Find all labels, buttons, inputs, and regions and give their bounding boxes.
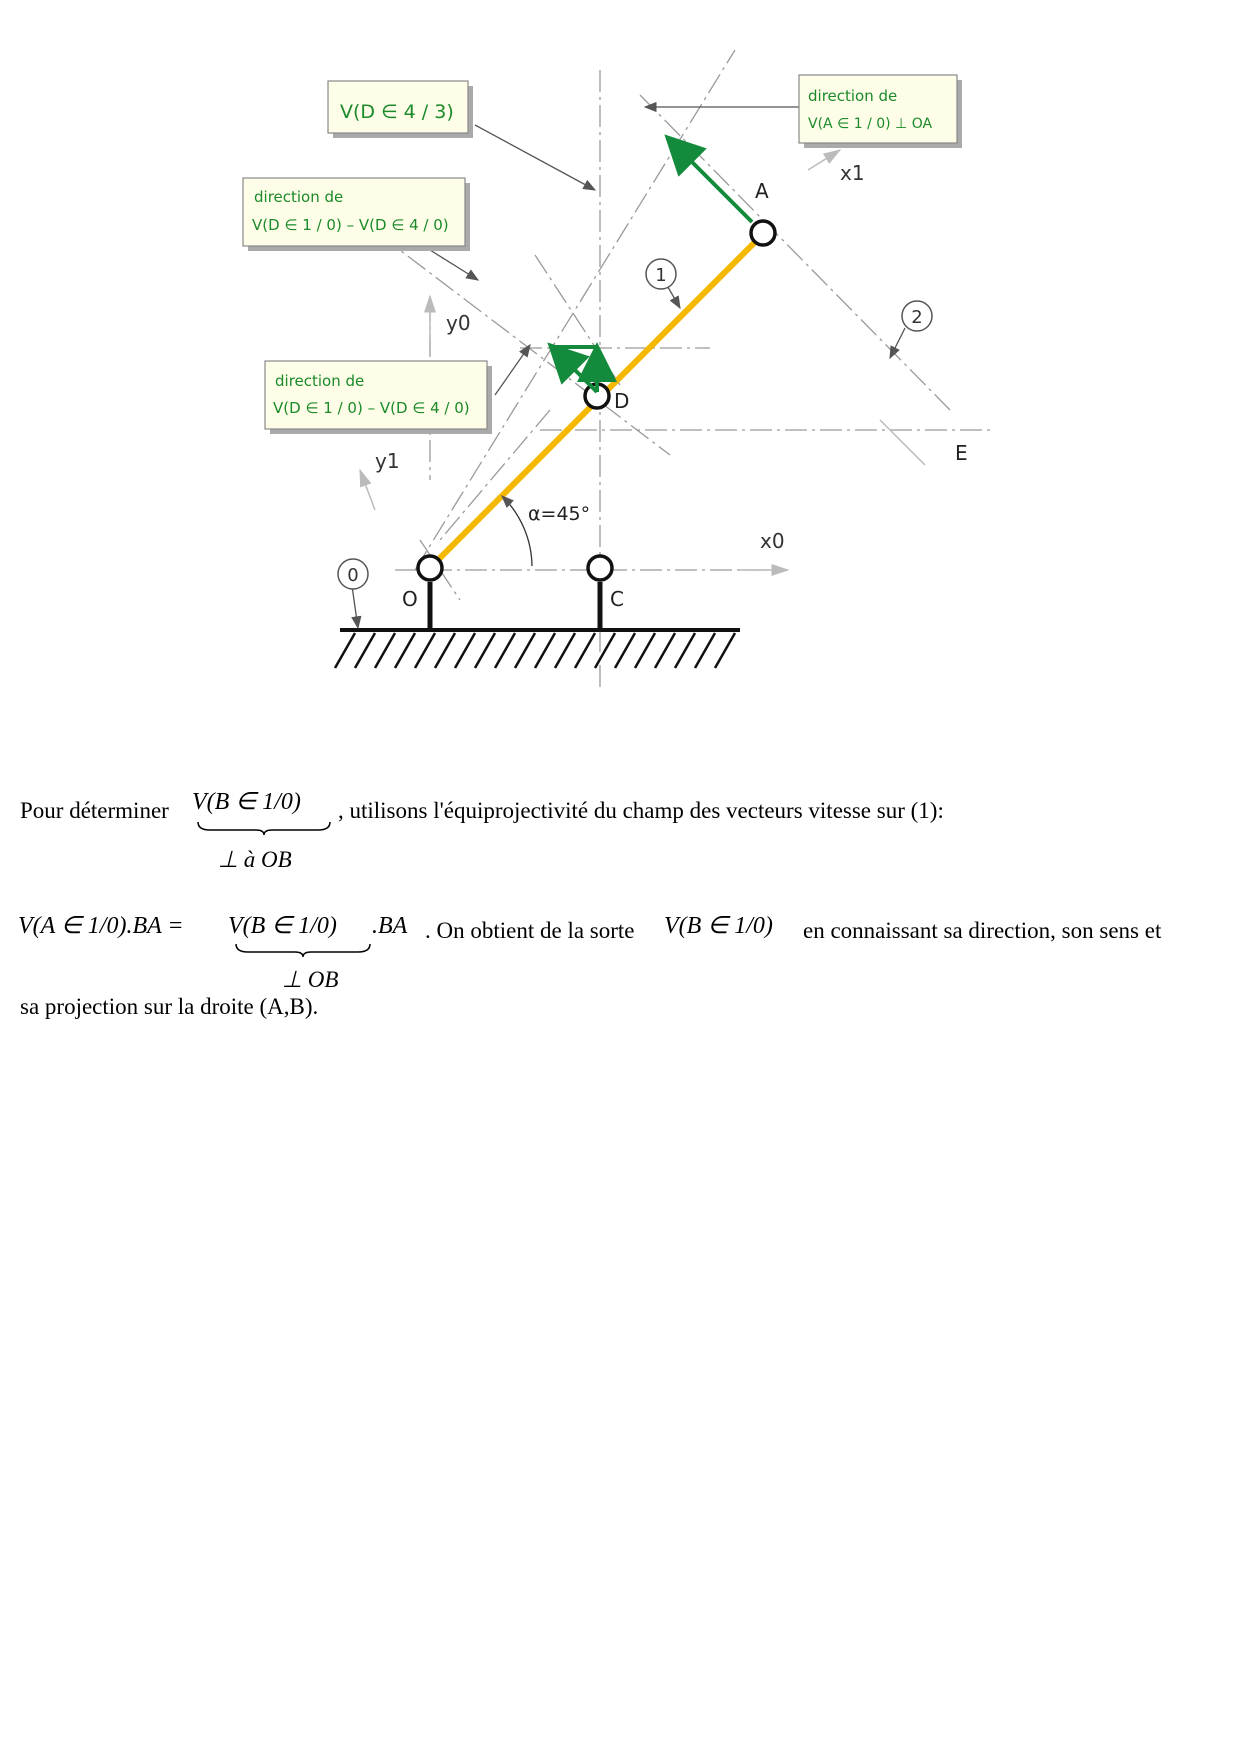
callout-dir-a [799,75,962,148]
p2-expr2-text: V(B ∈ 1/0) [664,913,773,939]
p2-expression [228,912,337,940]
part-label-0: 0 [347,565,359,586]
p1-underbrace [196,820,332,836]
p1-under [218,846,292,874]
callout-v-d-43-text: V(D ∈ 4 / 3) [340,101,454,123]
point-label-d: D [614,389,630,413]
p2-under [282,966,338,994]
p2-lhs [18,912,184,940]
p2-expr: V(B ∈ 1/0) [228,913,337,939]
part-label-2: 2 [911,307,923,328]
callout-dir-a-line2: V(A ∈ 1 / 0) ⊥ OA [808,116,933,132]
p1-under-text: ⊥ à OB [218,847,292,872]
point-label-c: C [610,587,624,611]
joint-o [418,556,442,580]
joint-c [588,556,612,580]
p2-lhs-text: V(A ∈ 1/0).BA = [18,913,184,939]
p2-ba [372,912,407,940]
p2-mid-text: . On obtient de la sorte [425,918,635,943]
joint-a [751,221,775,245]
mechanism-figure [0,0,1240,700]
axis-label-x1: x1 [840,161,865,185]
point-label-o: O [402,587,418,611]
callout-dir-d1-line1: direction de [254,188,344,206]
p1-after [338,797,944,825]
axis-label-x0: x0 [760,529,785,553]
paragraph-1 [20,797,169,825]
axis-label-y1: y1 [375,449,400,473]
point-label-e: E [955,441,968,465]
callout-dir-d1 [243,178,470,251]
p2-under-text: ⊥ OB [282,967,339,992]
paragraph-3 [20,993,318,1021]
p2-underbrace [234,942,372,958]
p2-after-text: en connaissant sa direction, son sens et [803,918,1162,943]
callout-dir-d2 [265,361,492,434]
p1-expr: V(B ∈ 1/0) [192,789,301,815]
p3-text: sa projection sur la droite (A,B). [20,994,319,1019]
p1-after-text: , utilisons l'équiprojectivité du champ des vecteurs vitesse sur (1): [338,798,944,823]
callout-dir-a-line1: direction de [808,87,898,105]
part-label-1: 1 [655,265,667,286]
angle-label: α=45° [528,503,591,525]
point-label-a: A [755,179,769,203]
p2-after [803,917,1161,945]
p1-expression [192,788,301,816]
callout-dir-d1-line2: V(D ∈ 1 / 0) – V(D ∈ 4 / 0) [252,216,449,234]
p2-mid [425,917,635,945]
p1-before: Pour déterminer [20,798,169,823]
ground-frame [335,582,740,668]
p2-ba-text: .BA [372,913,408,939]
callout-dir-d2-line2: V(D ∈ 1 / 0) – V(D ∈ 4 / 0) [273,399,470,417]
vector-v-a [670,140,752,222]
vector-v-d-diag [553,348,597,392]
callout-dir-d2-line1: direction de [275,372,365,390]
callout-v-d-43 [328,81,473,138]
axis-label-y0: y0 [446,311,471,335]
p2-expression-2 [664,912,773,940]
